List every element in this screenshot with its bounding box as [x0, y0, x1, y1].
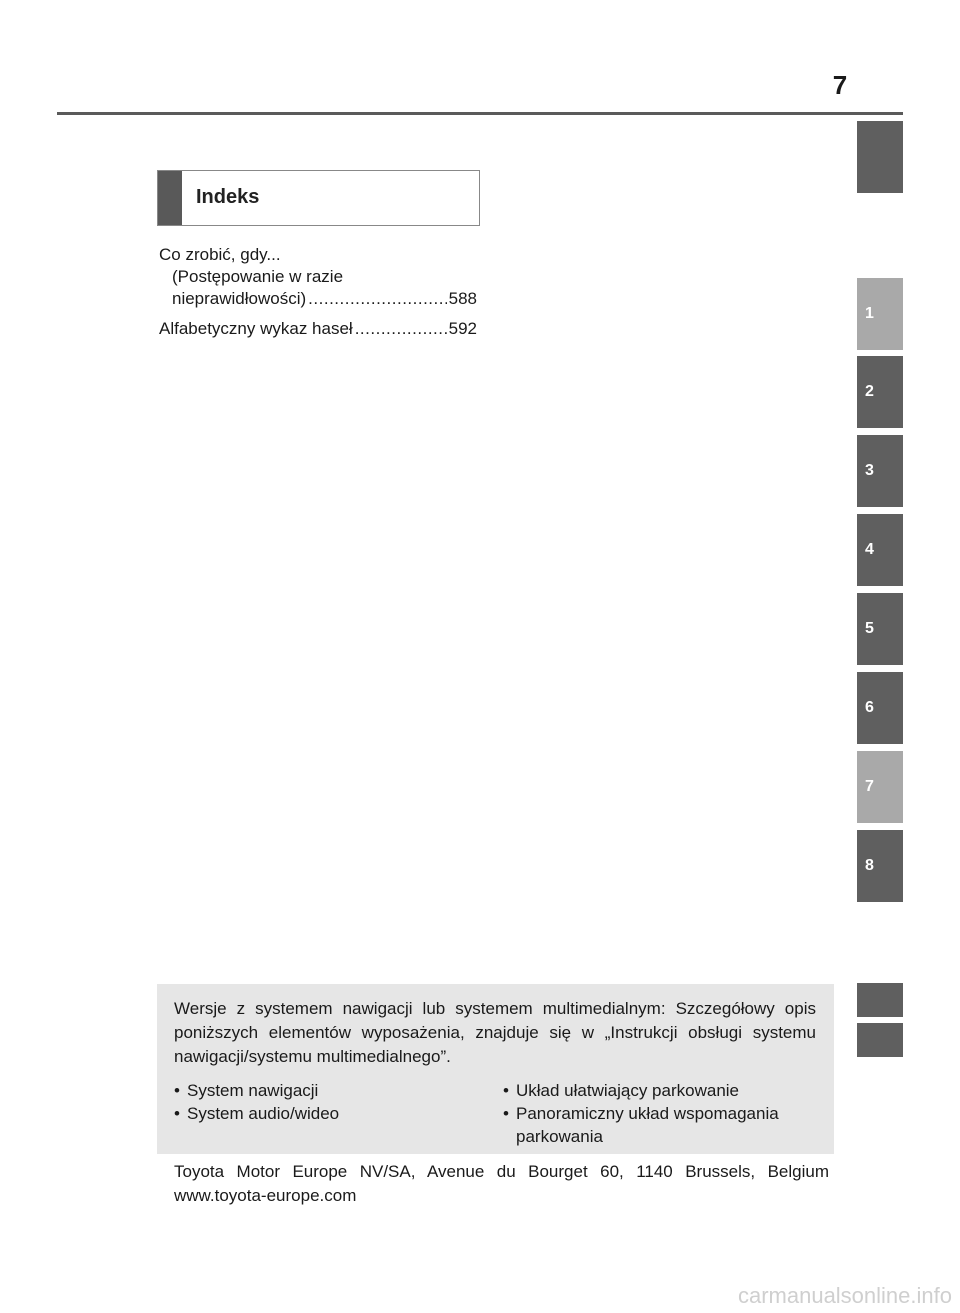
- toc-entry-text: nieprawidłowości): [172, 289, 307, 308]
- side-tab-8[interactable]: [857, 830, 903, 902]
- table-of-contents: [159, 244, 477, 340]
- side-tab-1[interactable]: [857, 278, 903, 350]
- watermark: carmanualsonline.info: [737, 1283, 952, 1308]
- side-tab-7[interactable]: [857, 751, 903, 823]
- side-tab-5[interactable]: [857, 593, 903, 665]
- bullet-item: • Panoramiczny układ wspomagania parkowania: [503, 1102, 823, 1148]
- side-tab-6[interactable]: [857, 672, 903, 744]
- toc-entry-line: [159, 288, 477, 310]
- toc-entry-troubleshooting[interactable]: [159, 244, 477, 310]
- bullet-item: • Układ ułatwiający parkowanie: [503, 1079, 823, 1102]
- section-header: [157, 170, 480, 226]
- footer-website[interactable]: www.toyota-europe.com: [174, 1186, 357, 1205]
- toc-dot-leader: [355, 318, 447, 340]
- toc-entry-line: (Postępowanie w razie: [172, 267, 344, 286]
- side-tab-4[interactable]: [857, 514, 903, 586]
- side-tab-blank-b[interactable]: [857, 1023, 903, 1057]
- bullet-item: • System nawigacji: [174, 1079, 494, 1102]
- info-text: Wersje z systemem nawigacji lub systemem multimedialnym: Szczegółowy opis poniższych elementów wyposażenia, znajduje się w „Instrukcji obsługi systemu nawigacji/systemu multimedialnego”.: [174, 999, 816, 1066]
- page-number: 7: [832, 70, 848, 100]
- side-tab-label: 2: [865, 383, 874, 400]
- side-tab-2[interactable]: [857, 356, 903, 428]
- side-tab-label: 3: [865, 462, 874, 479]
- side-tab-label: 5: [865, 620, 874, 637]
- side-tab-label: 7: [865, 778, 874, 795]
- section-header-bar: [158, 171, 182, 225]
- toc-entry-alphabetical-index[interactable]: [159, 318, 477, 340]
- footer: [174, 1160, 829, 1208]
- header-rule: [57, 112, 903, 115]
- side-tab-label: 8: [865, 857, 874, 874]
- bullet-list-left: [174, 1079, 494, 1125]
- side-tab-label: 4: [865, 541, 874, 558]
- side-tab-label: 1: [865, 305, 874, 322]
- footer-address: Toyota Motor Europe NV/SA, Avenue du Bourget 60, 1140 Brussels, Belgium: [174, 1162, 829, 1181]
- side-tab-3[interactable]: [857, 435, 903, 507]
- toc-entry-text: Alfabetyczny wykaz haseł: [159, 319, 353, 338]
- side-tab-blank-a[interactable]: [857, 983, 903, 1017]
- toc-page-number: 588: [448, 289, 477, 308]
- side-tab-label: 6: [865, 699, 874, 716]
- bullet-list-right: [503, 1079, 823, 1148]
- bullet-item: • System audio/wideo: [174, 1102, 494, 1125]
- info-box: [157, 984, 834, 1154]
- toc-page-number: 592: [448, 319, 477, 338]
- toc-dot-leader: [308, 288, 446, 310]
- toc-entry-line: Co zrobić, gdy...: [159, 245, 281, 264]
- side-tab-blank-top[interactable]: [857, 121, 903, 193]
- section-title: Indeks: [196, 186, 260, 208]
